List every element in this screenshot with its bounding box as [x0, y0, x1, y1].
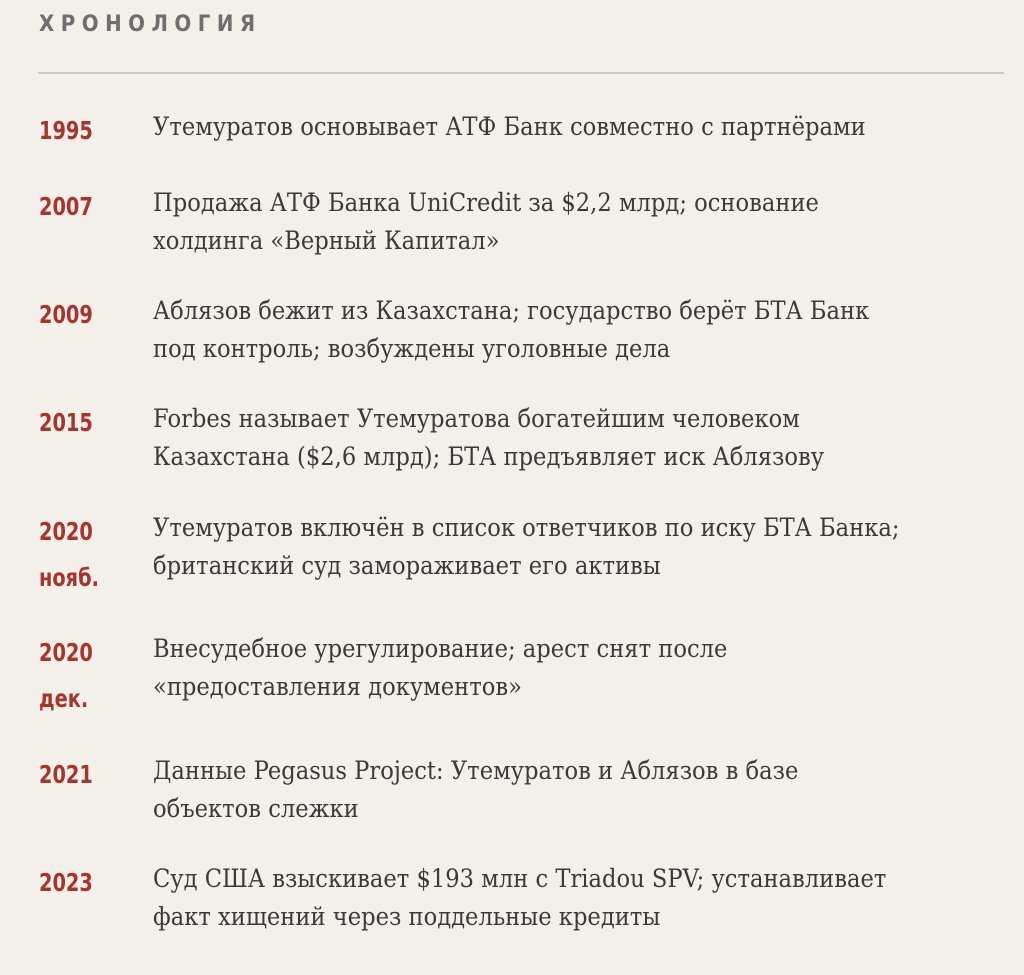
event-year-label: 2015	[39, 408, 93, 437]
event-year	[39, 184, 93, 230]
heading-divider	[38, 72, 1004, 74]
event-description: Внесудебное урегулирование; арест снят после «предоставления документов»	[153, 634, 728, 701]
event-year-label: 2021	[39, 760, 93, 789]
event-year	[39, 630, 93, 722]
event-year-label: 2007	[39, 192, 93, 221]
event-year-label: 1995	[39, 116, 93, 145]
event-year	[39, 752, 93, 798]
event-month-label: дек.	[39, 684, 89, 713]
event-description: Утемуратов основывает АТФ Банк совместно с партнёрами	[153, 112, 866, 141]
event-description: Суд США взыскивает $193 млн с Triadou SPV; устанавливает факт хищений через поддельные кредиты	[153, 864, 887, 931]
event-description: Продажа АТФ Банка UniCredit за $2,2 млрд; основание холдинга «Верный Капитал»	[153, 188, 819, 255]
event-year-label: 2020	[39, 517, 93, 546]
event-description: Утемуратов включён в список ответчиков по иску БТА Банка; британский суд замораживает его активы	[153, 513, 900, 580]
event-description: Данные Pegasus Project: Утемуратов и Аблязов в базе объектов слежки	[153, 756, 799, 823]
timeline-heading: ХРОНОЛОГИЯ	[39, 12, 262, 37]
event-description: Аблязов бежит из Казахстана; государство берёт БТА Банк под контроль; возбуждены уголовные дела	[153, 296, 870, 363]
event-description: Forbes называет Утемуратова богатейшим человеком Казахстана ($2,6 млрд); БТА предъявляет иск Аблязову	[153, 404, 825, 471]
event-month-label: нояб.	[39, 563, 99, 592]
event-year	[39, 108, 93, 154]
event-year	[39, 509, 99, 601]
event-year	[39, 292, 93, 338]
event-year	[39, 400, 93, 446]
event-year-label: 2009	[39, 300, 93, 329]
event-year	[39, 860, 93, 906]
event-year-label: 2020	[39, 638, 93, 667]
event-year-label: 2023	[39, 868, 93, 897]
